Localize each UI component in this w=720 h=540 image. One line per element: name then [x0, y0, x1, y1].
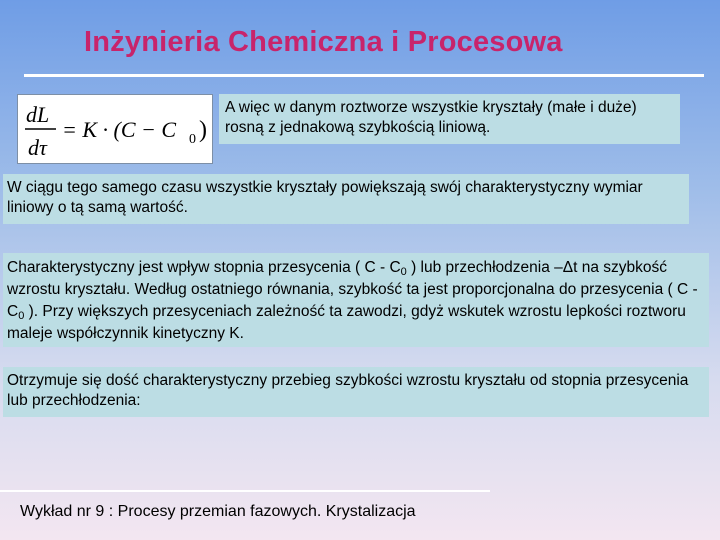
text-box-linear-dimension: [3, 174, 689, 224]
text-box-supersaturation: [3, 253, 709, 347]
growth-rate-formula: [18, 95, 212, 163]
text-linear-dimension: W ciągu tego samego czasu wszystkie kryształy powiększają swój charakterystyczny wymiar liniowy o tą samą wartość.: [7, 179, 643, 216]
footer-text: Wykład nr 9 : Procesy przemian fazowych. Krystalizacja: [20, 503, 416, 520]
text-supersaturation-part3: ). Przy większych przesyceniach zależność ta zawodzi, gdyż wskutek wzrostu lepkości roztworu maleje współczynnik kinetyczny K.: [7, 303, 686, 342]
formula-denominator: dτ: [28, 135, 47, 160]
text-uniform-growth: A więc w danym roztworze wszystkie kryształy (małe i duże) rosną z jednakową szybkością liniową.: [225, 99, 637, 136]
text-box-uniform-growth: [219, 94, 680, 144]
text-box-growth-curve: [3, 367, 709, 417]
text-supersaturation-part1: Charakterystyczny jest wpływ stopnia przesycenia ( C - C: [7, 259, 401, 276]
footer: [0, 490, 490, 530]
formula-numerator: dL: [26, 102, 50, 127]
text-growth-curve: Otrzymuje się dość charakterystyczny przebieg szybkości wzrostu kryształu od stopnia przesycenia lub przechłodzenia:: [7, 372, 689, 409]
formula-box: [17, 94, 213, 164]
text-supersaturation-part2: ) lub przechłodzenia –Δt na szybkość wzrostu kryształu. Według ostatniego równania, szybkość ta jest proporcjonalna do przesycenia ( C - C: [7, 259, 698, 320]
formula-subscript: 0: [189, 132, 196, 147]
formula-rhs: = K · (C − C: [62, 117, 177, 142]
title-divider: [24, 74, 704, 77]
subscript-zero: 0: [400, 266, 407, 278]
subscript-zero: 0: [18, 310, 25, 322]
formula-close-paren: ): [199, 117, 207, 143]
slide-title: Inżynieria Chemiczna i Procesowa: [84, 26, 563, 58]
